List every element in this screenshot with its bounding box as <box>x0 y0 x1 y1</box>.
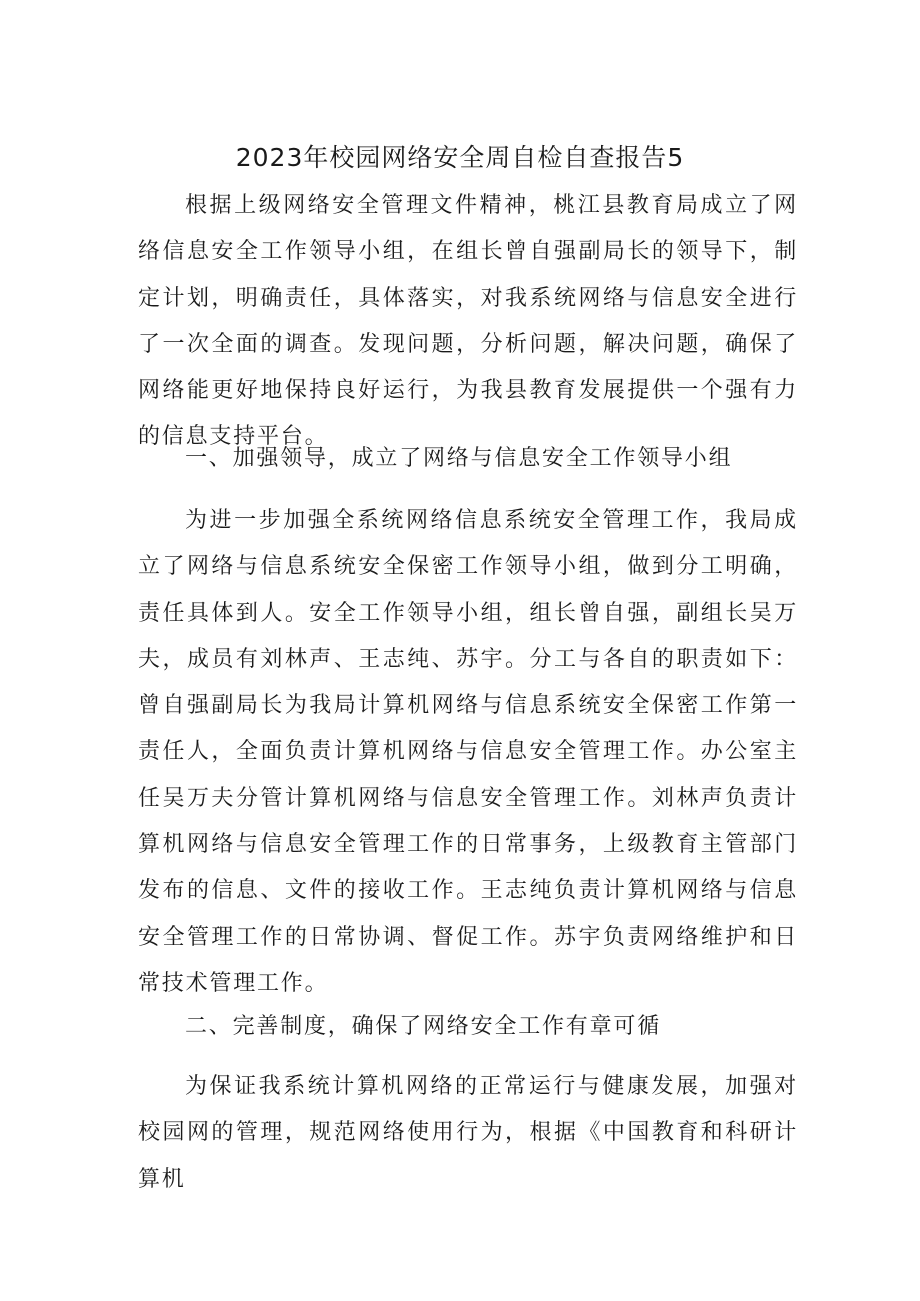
paragraph-leadership: 为进一步加强全系统网络信息系统安全管理工作，我局成立了网络与信息系统安全保密工作领导小组，做到分工明确，责任具体到人。安全工作领导小组，组长曾自强，副组长吴万夫，成员有刘林声、王志纯、苏宇。分工与各自的职责如下：曾自强副局长为我局计算机网络与信息系统安全保密工作第一责任人，全面负责计算机网络与信息安全管理工作。办公室主任吴万夫分管计算机网络与信息安全管理工作。刘林声负责计算机网络与信息安全管理工作的日常事务，上级教育主管部门发布的信息、文件的接收工作。王志纯负责计算机网络与信息安全管理工作的日常协调、督促工作。苏宇负责网络维护和日常技术管理工作。 <box>138 508 798 996</box>
paragraph-regulations: 为保证我系统计算机网络的正常运行与健康发展，加强对校园网的管理，规范网络使用行为，根据《中国教育和科研计算机 <box>138 1074 798 1192</box>
section-heading-1: 一、加强领导，成立了网络与信息安全工作领导小组 <box>185 446 733 471</box>
section-heading-2: 二、完善制度，确保了网络安全工作有章可循 <box>185 1014 662 1039</box>
document-title: 2023年校园网络安全周自检自查报告5 <box>235 143 685 172</box>
paragraph-intro: 根据上级网络安全管理文件精神，桃江县教育局成立了网络信息安全工作领导小组，在组长曾自强副局长的领导下，制定计划，明确责任，具体落实，对我系统网络与信息安全进行了一次全面的调查。发现问题，分析问题，解决问题，确保了网络能更好地保持良好运行，为我县教育发展提供一个强有力的信息支持平台。 <box>138 193 798 450</box>
